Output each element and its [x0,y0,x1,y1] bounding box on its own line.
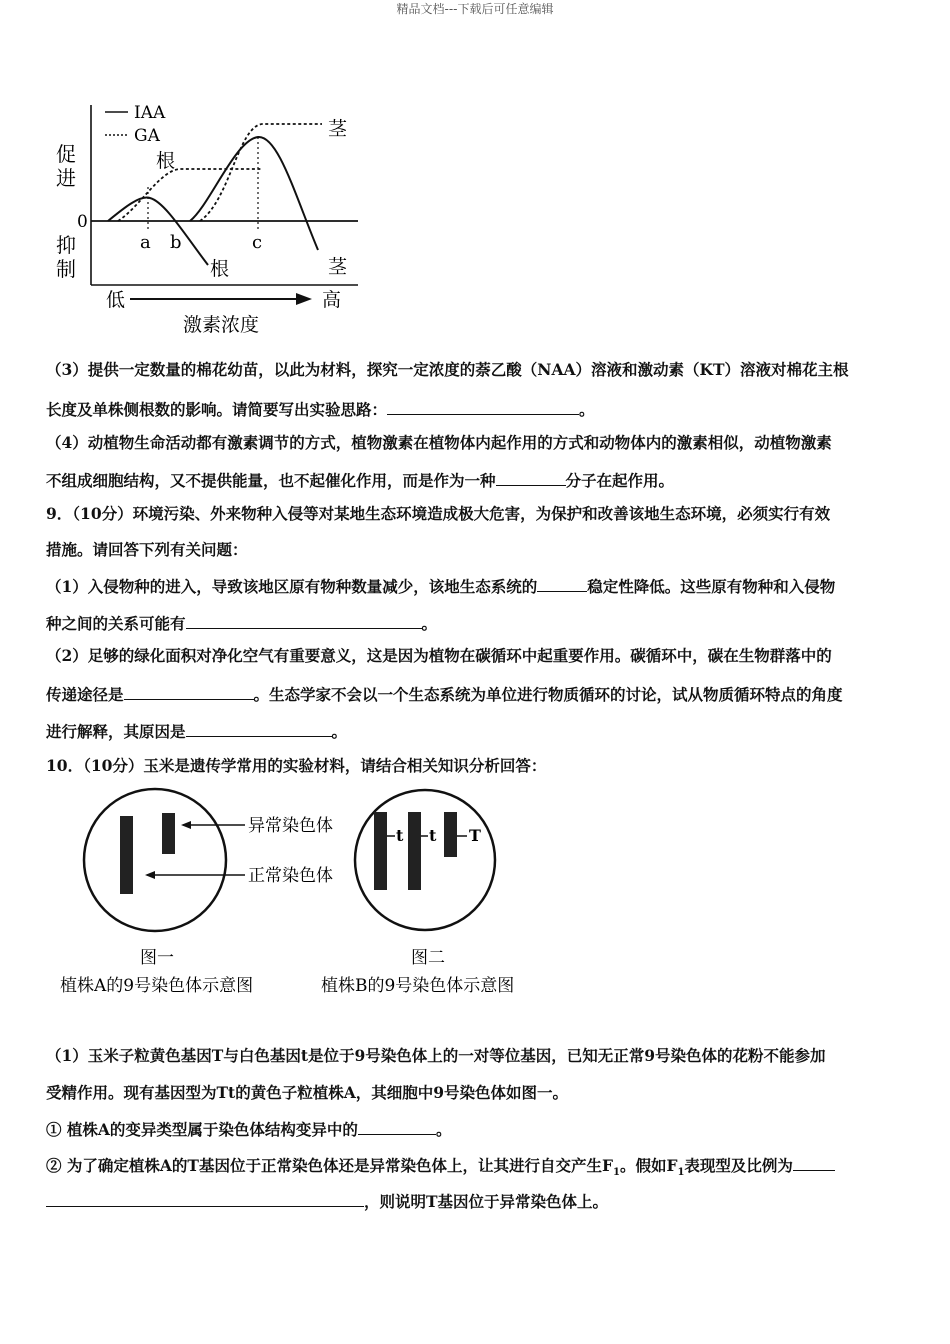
fig1-caption: 植株A的9号染色体示意图 [60,976,254,996]
q10-1-line1: （1）玉米子粒黄色基因T与白色基因t是位于9号染色体上的一对等位基因，已知无正常9号染色体的花粉不能参加 [46,1046,826,1065]
q8-4-line1: （4）动植物生命活动都有激素调节的方式，植物激素在植物体内起作用的方式和动物体内的激素相似，动植物激素 [46,433,832,452]
x-label-high: 高 [322,289,342,311]
fig1-cell [84,789,226,931]
answer-blank[interactable] [186,612,422,629]
answer-blank[interactable] [793,1154,835,1171]
label-stem-bottom: 茎 [328,256,348,278]
label-c: c [252,232,263,253]
fig2-chromosome-1 [374,812,387,890]
y-label-inhibit: 抑制 [56,233,76,281]
answer-blank[interactable] [358,1118,436,1135]
q9-2-line3: 进行解释，其原因是 。 [46,722,348,741]
q9-2-line2: 传递途径是 。生态学家不会以一个生态系统为单位进行物质循环的讨论，试从物质循环特点的角度 [46,685,843,704]
q10-sub2-line1: ② 为了确定植株A的T基因位于正常染色体还是异常染色体上，让其进行自交产生$F_1$。假如$F_1$表现型及比例为 [46,1154,912,1183]
q10-1-line2: 受精作用。现有基因型为Tt的黄色子粒植株A，其细胞中9号染色体如图一。 [46,1083,569,1102]
answer-blank[interactable] [186,720,332,737]
fig2-gene-t2: t [429,826,437,845]
answer-blank[interactable] [124,683,254,700]
ga-root-curve [118,169,262,221]
fig2-caption: 植株B的9号染色体示意图 [321,976,515,996]
answer-blank[interactable] [537,575,587,592]
legend-iaa: IAA [134,103,166,123]
label-a: a [140,232,151,253]
q9-line1: 9．（10分）环境污染、外来物种入侵等对某地生态环境造成极大危害，为保护和改善该地生态环境，必须实行有效 [46,504,831,523]
q9-1-line2: 种之间的关系可能有 。 [46,614,438,633]
y-promote-1: 促 [56,142,76,166]
x-label-low: 低 [106,289,126,311]
answer-blank[interactable] [387,398,579,415]
fig1-normal-label: 正常染色体 [248,866,333,886]
label-b: b [170,232,182,253]
label-stem-top: 茎 [328,118,348,140]
q9-line2: 措施。请回答下列有关问题： [46,540,248,559]
fig2-chromosome-3 [444,812,457,857]
q8-3-line2: 长度及单株侧根数的影响。请简要写出实验思路： 。 [46,400,595,419]
legend-ga: GA [134,126,160,146]
q9-1-line1: （1）入侵物种的进入，导致该地区原有物种数量减少，该地生态系统的 稳定性降低。这些原有物种和入侵物 [46,577,836,596]
fig1-normal-chromosome [120,816,133,894]
q10-sub1: ① 植株A的变异类型属于染色体结构变异中的 。 [46,1120,452,1139]
fig1-abnormal-label: 异常染色体 [248,816,333,836]
fig2-gene-T: T [469,826,481,845]
fig1-abnormal-chromosome [162,813,175,854]
zero-label: 0 [77,212,88,232]
fig1-title: 图一 [140,948,174,968]
q9-2-line1: （2）足够的绿化面积对净化空气有重要意义，这是因为植物在碳循环中起重要作用。碳循环中，碳在生物群落中的 [46,646,832,665]
label-root-top: 根 [156,150,176,172]
fig2-gene-t1: t [396,826,404,845]
label-root-bottom: 根 [210,258,230,280]
answer-blank[interactable] [46,1190,364,1207]
q8-4-line2: 不组成细胞结构，又不提供能量，也不起催化作用，而是作为一种 分子在起作用。 [46,471,675,490]
q10-sub2-line2: ，则说明T基因位于异常染色体上。 [46,1190,912,1212]
fig2-chromosome-2 [408,812,421,890]
page-header: 精品文档---下载后可任意编辑 [396,2,554,16]
answer-blank[interactable] [496,469,566,486]
x-axis-title: 激素浓度 [183,314,260,336]
hormone-concentration-graph [50,95,370,340]
chromosome-figures [55,778,535,1003]
ga-stem-curve [200,124,322,221]
q8-3-line1: （3）提供一定数量的棉花幼苗，以此为材料，探究一定浓度的萘乙酸（NAA）溶液和激动素（KT）溶液对棉花主根 [46,360,849,379]
q10-line1: 10．（10分）玉米是遗传学常用的实验材料，请结合相关知识分析回答： [46,756,547,775]
fig2-title: 图二 [411,948,445,968]
iaa-root-curve [108,198,208,265]
y-label-promote: 促进 [56,142,76,190]
